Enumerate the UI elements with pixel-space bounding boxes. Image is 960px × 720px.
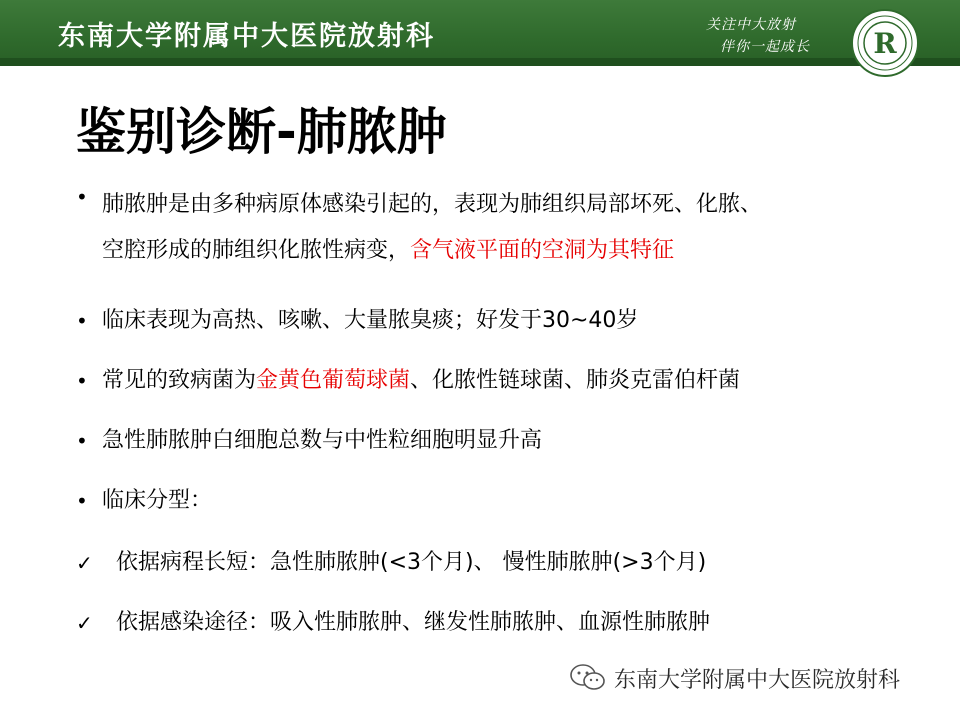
item-text: 常见的致病菌为 — [102, 368, 257, 393]
logo-letter: R — [873, 27, 897, 60]
item-text: 空腔形成的肺组织化脓性病变， — [102, 238, 411, 263]
checkmark-icon: ✓ — [76, 611, 93, 635]
header-title: 东南大学附属中大医院放射科 — [58, 21, 435, 52]
item-text: 临床表现为高热、咳嗽、大量脓臭痰；好发于30~40岁 — [102, 308, 639, 333]
slide-title: 鉴别诊断-肺脓肿 — [76, 103, 447, 161]
list-item — [76, 486, 212, 516]
list-item — [76, 306, 638, 336]
department-logo — [850, 8, 920, 78]
list-item — [76, 426, 542, 456]
bullet-dot: • — [76, 489, 88, 513]
bullet-dot: • — [76, 185, 88, 209]
list-item — [76, 366, 740, 396]
wechat-icon — [568, 662, 608, 694]
highlight-text: 金黄色葡萄球菌 — [256, 368, 411, 393]
logo-seal-icon — [850, 8, 920, 78]
item-text: 依据病程长短：急性肺脓肿(<3个月)、 慢性肺脓肿(>3个月) — [116, 550, 707, 575]
header-slogan — [706, 14, 810, 58]
item-text: 急性肺脓肿白细胞总数与中性粒细胞明显升高 — [102, 428, 543, 453]
item-text: 临床分型： — [102, 488, 213, 513]
list-item — [76, 182, 936, 274]
slogan-line-1: 关注中大放射 — [706, 17, 796, 33]
checkmark-icon: ✓ — [76, 551, 93, 575]
bullet-dot: • — [76, 429, 88, 453]
item-text: 依据感染途径：吸入性肺脓肿、继发性肺脓肿、血源性肺脓肿 — [116, 610, 711, 635]
header-divider — [0, 58, 960, 66]
list-item — [76, 608, 710, 638]
item-line: 肺脓肿是由多种病原体感染引起的，表现为肺组织局部坏死、化脓、 — [102, 192, 763, 217]
watermark — [568, 662, 900, 694]
header-bar — [0, 0, 960, 66]
content-list — [76, 185, 936, 635]
item-text: 、化脓性链球菌、肺炎克雷伯杆菌 — [410, 368, 741, 393]
watermark-text: 东南大学附属中大医院放射科 — [614, 667, 901, 693]
list-item — [76, 548, 706, 578]
bullet-dot: • — [76, 369, 88, 393]
slogan-line-2: 伴你一起成长 — [720, 39, 810, 55]
bullet-dot: • — [76, 309, 88, 333]
highlight-text: 含气液平面的空洞为其特征 — [410, 238, 675, 263]
